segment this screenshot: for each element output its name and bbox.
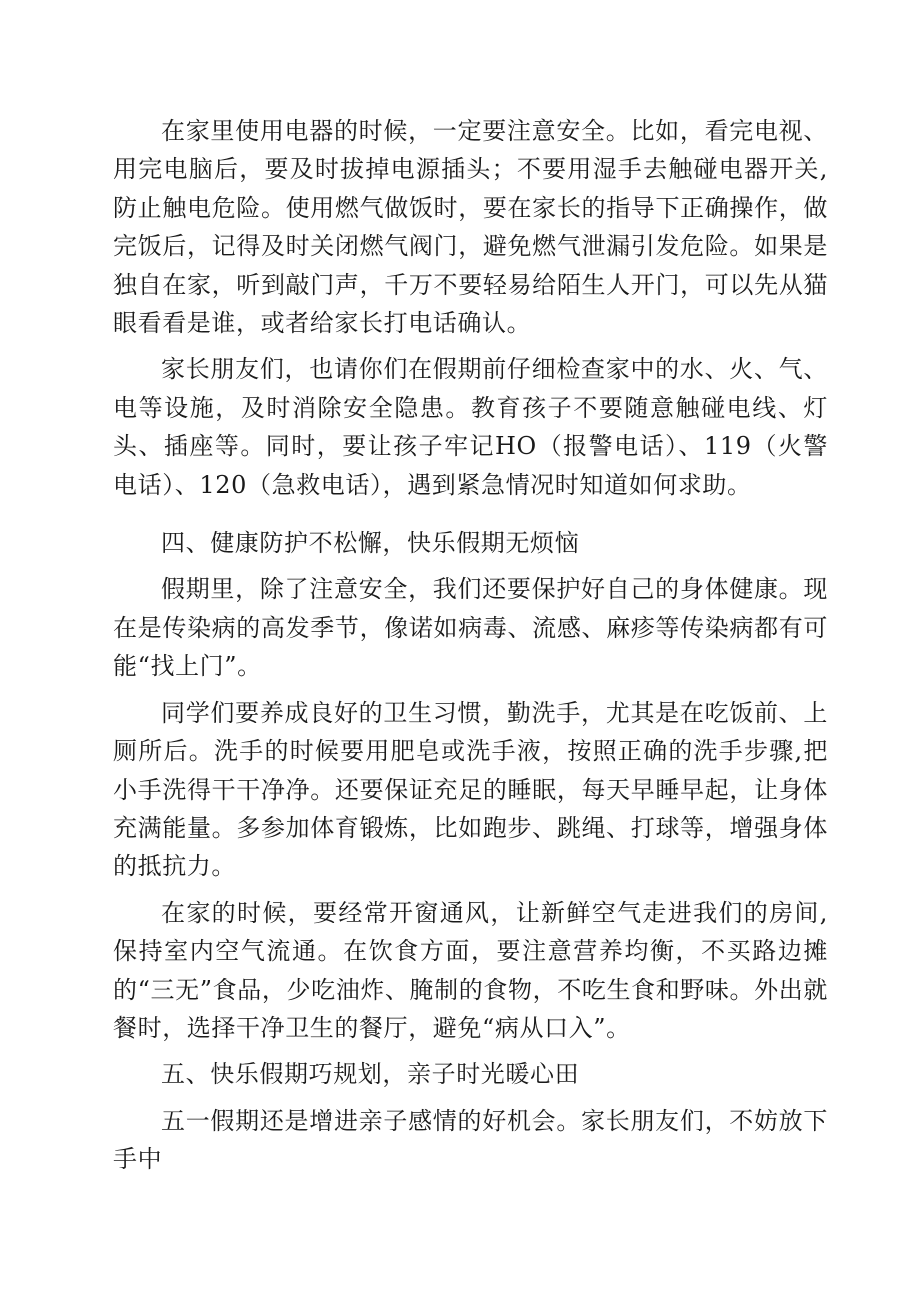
paragraph-parent-safety-check: 家长朋友们，也请你们在假期前仔细检查家中的水、火、气、电等设施，及时消除安全隐患。教育孩子不要随意触碰电线、灯头、插座等。同时，要让孩子牢记HO（报警电话）、119（火警电话）、120（急救电话），遇到紧急情况时知道如何求助。 [113, 355, 828, 499]
section-heading-family-time: 五、快乐假期巧规划，亲子时光暖心田 [161, 1060, 580, 1089]
paragraph-family-time-intro: 五一假期还是增进亲子感情的好机会。家长朋友们，不妨放下手中 [113, 1106, 828, 1174]
paragraph-health-intro: 假期里，除了注意安全，我们还要保护好自己的身体健康。现在是传染病的高发季节，像诺如病毒、流感、麻疹等传染病都有可能“找上门”。 [113, 575, 828, 681]
document-body [113, 112, 828, 1179]
paragraph-hygiene-habits: 同学们要养成良好的卫生习惯，勤洗手，尤其是在吃饭前、上厕所后。洗手的时候要用肥皂或洗手液，按照正确的洗手步骤,把小手洗得干干净净。还要保证充足的睡眠，每天早睡早起，让身体充满能量。多参加体育锻炼，比如跑步、跳绳、打球等，增强身体的抵抗力。 [113, 698, 828, 881]
paragraph-home-appliance-safety: 在家里使用电器的时候，一定要注意安全。比如，看完电视、用完电脑后，要及时拔掉电源插头；不要用湿手去触碰电器开关,防止触电危险。使用燃气做饭时，要在家长的指导下正确操作，做完饭后，记得及时关闭燃气阀门，避免燃气泄漏引发危险。如果是独自在家，听到敲门声，千万不要轻易给陌生人开门，可以先从猫眼看看是谁，或者给家长打电话确认。 [113, 117, 828, 338]
section-heading-health: 四、健康防护不松懈，快乐假期无烦恼 [161, 529, 580, 558]
paragraph-ventilation-diet: 在家的时候，要经常开窗通风，让新鲜空气走进我们的房间,保持室内空气流通。在饮食方面，要注意营养均衡，不买路边摊的“三无”食品，少吃油炸、腌制的食物，不吃生食和野味。外出就餐时，选择干净卫生的餐厅，避免“病从口入”。 [113, 898, 828, 1042]
